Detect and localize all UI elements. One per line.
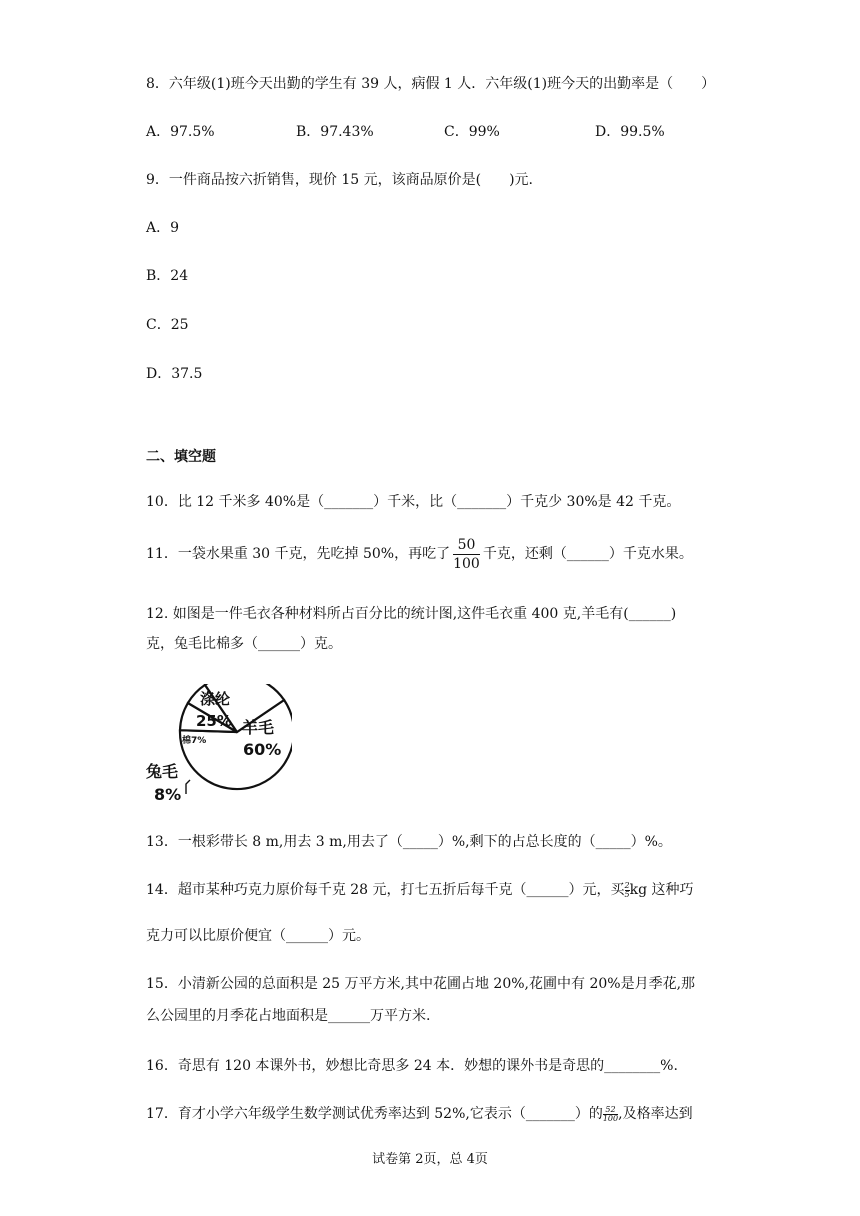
rabbit-leader-line <box>186 780 190 794</box>
question-9-option-a: A．9 <box>146 220 180 236</box>
question-17-text-before: 17．育才小学六年级学生数学测试优秀率达到 52%,它表示（_______）的 <box>146 1106 603 1122</box>
question-8-option-b: B．97.43% <box>296 124 374 140</box>
question-13: 13．一根彩带长 8 m,用去 3 m,用去了（_____）%,剩下的占总长度的（_____）%。 <box>146 834 672 850</box>
question-8-option-a: A．97.5% <box>146 124 215 140</box>
section-title: 二、填空题 <box>146 449 216 465</box>
fraction-denominator: 5 <box>624 889 630 899</box>
pie-label-rabbit: 兔毛 <box>146 762 179 781</box>
question-14-line-2: 克力可以比原价便宜（______）元。 <box>146 928 370 944</box>
question-17 <box>146 1104 693 1124</box>
question-8-option-c: C．99% <box>444 124 500 140</box>
question-10: 10．比 12 千米多 40%是（_______）千米，比（_______）千克少 30%是 42 千克。 <box>146 494 681 510</box>
question-11 <box>146 534 693 574</box>
question-14-line-1 <box>146 880 694 900</box>
question-9-option-b: B．24 <box>146 268 189 284</box>
question-16: 16．奇思有 120 本课外书，妙想比奇思多 24 本．妙想的课外书是奇思的________%. <box>146 1058 678 1074</box>
question-12-line-1: 12. 如图是一件毛衣各种材料所占百分比的统计图,这件毛衣重 400 克,羊毛有(______) <box>146 606 677 622</box>
pie-label-polyester: 涤纶 <box>200 690 231 708</box>
fraction-denominator: 100 <box>453 555 480 572</box>
pie-label-rabbit-pct: 8% <box>154 785 182 804</box>
question-11-text-before: 11．一袋水果重 30 千克，先吃掉 50%，再吃了 <box>146 546 451 562</box>
fraction-numerator: 52 <box>603 1106 618 1115</box>
pie-label-cotton: 棉7% <box>182 736 207 746</box>
question-9-stem: 9．一件商品按六折销售，现价 15 元，该商品原价是( )元. <box>146 172 533 188</box>
question-14-text-after: kg 这种巧 <box>629 882 694 898</box>
pie-label-polyester-pct: 25% <box>196 712 232 730</box>
fraction-numerator: 2 <box>624 880 630 890</box>
material-pie-chart <box>142 684 292 806</box>
question-15-line-2: 么公园里的月季花占地面积是______万平方米. <box>146 1008 431 1024</box>
question-12-line-2: 克，兔毛比棉多（______）克。 <box>146 636 342 652</box>
fraction-numerator: 50 <box>453 536 480 555</box>
question-15-line-1: 15．小清新公园的总面积是 25 万平方米,其中花圃占地 20%,花圃中有 20%是月季花,那 <box>146 976 696 992</box>
question-9-option-c: C．25 <box>146 317 189 333</box>
page-footer: 试卷第 2页，总 4页 <box>372 1152 488 1167</box>
fraction <box>453 536 480 573</box>
question-8-option-d: D．99.5% <box>595 124 665 140</box>
fraction <box>603 1106 618 1123</box>
question-8-stem: 8．六年级(1)班今天出勤的学生有 39 人，病假 1 人．六年级(1)班今天的出勤率是（ ） <box>146 76 716 92</box>
fraction-denominator: 100 <box>602 1113 619 1123</box>
pie-label-wool: 羊毛 <box>242 718 275 737</box>
question-11-text-after: 千克，还剩（______）千克水果。 <box>482 546 693 562</box>
question-9-option-d: D．37.5 <box>146 366 203 382</box>
pie-label-wool-pct: 60% <box>243 740 282 759</box>
question-17-text-after: ,及格率达到 <box>618 1106 693 1122</box>
question-14-text-before: 14．超市某种巧克力原价每千克 28 元，打七五折后每千克（______）元，买 <box>146 882 625 898</box>
